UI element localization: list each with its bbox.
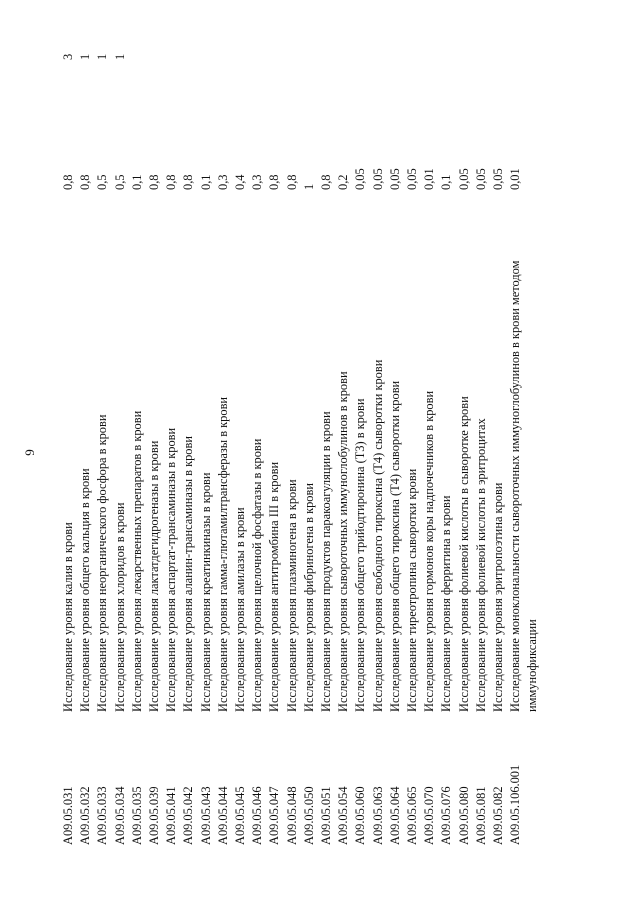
frequency-coefficient: 0,05 — [456, 168, 471, 190]
service-name: Исследование уровня лекарственных препаратов в крови — [129, 410, 144, 712]
table-row — [266, 30, 283, 845]
service-code: A09.05.060 — [353, 786, 368, 845]
table-row — [507, 30, 541, 845]
table-row — [421, 30, 438, 845]
service-code: A09.05.035 — [129, 786, 144, 845]
frequency-coefficient: 0,05 — [370, 168, 385, 190]
service-code: A09.05.065 — [405, 786, 420, 845]
service-name: Исследование уровня ферритина в крови — [439, 495, 454, 712]
service-code: A09.05.046 — [250, 786, 265, 845]
service-name: Исследование уровня общего кальция в крови — [78, 468, 93, 712]
service-name: Исследование уровня лактатдегидрогеназы в крови — [147, 440, 162, 712]
service-name: Исследование уровня эритропоэтина крови — [491, 482, 506, 712]
frequency-coefficient: 0,8 — [78, 174, 93, 190]
service-name: Исследование уровня свободного тироксина (Т4) сыворотки крови — [370, 359, 385, 712]
service-name: Исследование уровня общего трийодтиронина (Т3) в крови — [353, 398, 368, 712]
service-code: A09.05.045 — [233, 786, 248, 845]
service-code: A09.05.033 — [95, 786, 110, 845]
frequency-coefficient: 0,5 — [95, 174, 110, 190]
services-table — [60, 30, 542, 845]
frequency-coefficient: 0,8 — [267, 174, 282, 190]
table-row — [284, 30, 301, 845]
frequency-coefficient: 0,8 — [181, 174, 196, 190]
table-row — [335, 30, 352, 845]
frequency-coefficient: 0,8 — [61, 174, 75, 190]
service-code: A09.05.054 — [336, 786, 351, 845]
service-name: Исследование уровня гамма-глютамилтрансферазы в крови — [215, 396, 230, 712]
service-code: A09.05.082 — [491, 786, 506, 845]
service-code: A09.05.064 — [387, 786, 402, 845]
frequency-coefficient: 0,01 — [422, 168, 437, 190]
service-name: Исследование уровня аланин-трансаминазы в крови — [181, 436, 196, 712]
table-row — [456, 30, 473, 845]
service-name: Исследование уровня амилазы в крови — [233, 507, 248, 712]
service-name: Исследование уровня общего тироксина (Т4) сыворотки крови — [387, 380, 402, 712]
frequency-coefficient: 0,05 — [473, 168, 488, 190]
frequency-coefficient: 0,4 — [233, 174, 248, 190]
frequency-coefficient: 0,05 — [387, 168, 402, 190]
service-code: A09.05.047 — [267, 786, 282, 845]
service-name: Исследование моноклональности сывороточных иммуноглобулинов в крови методом иммунофиксации — [508, 260, 540, 712]
table-row — [232, 30, 249, 845]
service-code: A09.05.070 — [422, 786, 437, 845]
service-code: A09.05.051 — [319, 786, 334, 845]
multiplicity-value: 1 — [78, 53, 93, 60]
service-name: Исследование уровня неорганического фосфора в крови — [95, 414, 110, 712]
service-code: A09.05.032 — [78, 786, 93, 845]
table-row — [473, 30, 490, 845]
table-row — [352, 30, 369, 845]
frequency-coefficient: 0,3 — [215, 174, 230, 190]
service-code: A09.05.034 — [112, 786, 127, 845]
frequency-coefficient: 0,05 — [353, 168, 368, 190]
service-code: A09.05.043 — [198, 786, 213, 845]
table-row — [112, 30, 129, 845]
table-row — [215, 30, 232, 845]
frequency-coefficient: 0,8 — [164, 174, 179, 190]
table-row — [163, 30, 180, 845]
service-name: Исследование уровня фибриногена в крови — [301, 483, 316, 712]
service-name: Исследование уровня антитромбина III в крови — [267, 461, 282, 712]
table-row — [370, 30, 387, 845]
service-name: Исследование уровня фолиевой кислоты в сыворотке крови — [456, 396, 471, 712]
service-name: Исследование уровня продуктов паракоагуляции в крови — [319, 411, 334, 712]
table-row — [404, 30, 421, 845]
table-row — [77, 30, 94, 845]
service-code: A09.05.041 — [164, 786, 179, 845]
service-name: Исследование уровня плазминогена в крови — [284, 479, 299, 712]
frequency-coefficient: 0,05 — [491, 168, 506, 190]
frequency-coefficient: 0,8 — [147, 174, 162, 190]
service-code: A09.05.044 — [215, 786, 230, 845]
service-code: A09.05.063 — [370, 786, 385, 845]
table-row — [318, 30, 335, 845]
service-code: A09.05.106.001 — [508, 764, 523, 845]
table-row — [94, 30, 111, 845]
table-row — [249, 30, 266, 845]
service-name: Исследование уровня щелочной фосфатазы в крови — [250, 438, 265, 712]
multiplicity-value: 3 — [61, 53, 75, 60]
service-code: A09.05.039 — [147, 786, 162, 845]
multiplicity-value: 1 — [112, 53, 127, 60]
frequency-coefficient: 1 — [301, 183, 316, 190]
frequency-coefficient: 0,8 — [319, 174, 334, 190]
service-code: A09.05.050 — [301, 786, 316, 845]
multiplicity-value: 1 — [95, 53, 110, 60]
service-name: Исследование уровня сывороточных иммуноглобулинов в крови — [336, 371, 351, 712]
table-row — [129, 30, 146, 845]
frequency-coefficient: 0,1 — [439, 174, 454, 190]
table-row — [180, 30, 197, 845]
frequency-coefficient: 0,05 — [405, 168, 420, 190]
frequency-coefficient: 0,01 — [508, 168, 523, 190]
service-code: A09.05.048 — [284, 786, 299, 845]
table-row — [301, 30, 318, 845]
service-name: Исследование уровня аспартат-трансаминазы в крови — [164, 427, 179, 712]
table-row — [198, 30, 215, 845]
service-name: Исследование уровня гормонов коры надпочечников в крови — [422, 390, 437, 712]
frequency-coefficient: 0,2 — [336, 174, 351, 190]
table-row — [60, 30, 77, 845]
frequency-coefficient: 0,1 — [129, 174, 144, 190]
service-name: Исследование уровня фолиевой кислоты в эритроцитах — [473, 418, 488, 712]
table-row — [438, 30, 455, 845]
service-code: A09.05.042 — [181, 786, 196, 845]
service-code: A09.05.080 — [456, 786, 471, 845]
service-code: A09.05.076 — [439, 786, 454, 845]
service-name: Исследование уровня хлоридов в крови — [112, 502, 127, 712]
page-number: 9 — [22, 449, 37, 456]
frequency-coefficient: 0,5 — [112, 174, 127, 190]
frequency-coefficient: 0,8 — [284, 174, 299, 190]
frequency-coefficient: 0,1 — [198, 174, 213, 190]
table-row — [387, 30, 404, 845]
table-row — [490, 30, 507, 845]
service-name: Исследование уровня креатинкиназы в крови — [198, 472, 213, 712]
service-name: Исследование тиреотропина сыворотки крови — [405, 468, 420, 712]
service-code: A09.05.081 — [473, 786, 488, 845]
table-row — [146, 30, 163, 845]
service-code: A09.05.031 — [61, 786, 75, 845]
frequency-coefficient: 0,3 — [250, 174, 265, 190]
service-name: Исследование уровня калия в крови — [61, 522, 75, 712]
